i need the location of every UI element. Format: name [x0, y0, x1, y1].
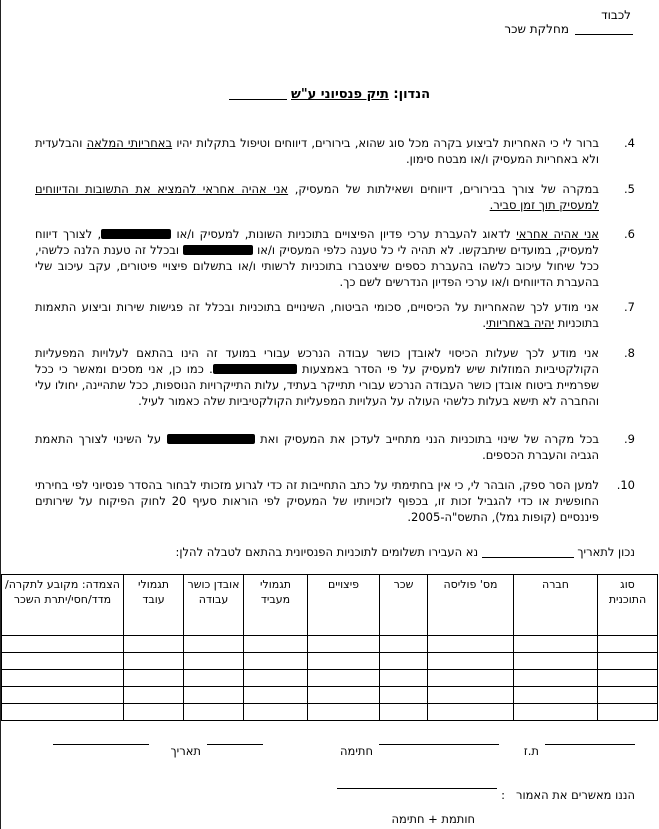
table-row: [2, 687, 658, 704]
column-header: הצמדה: מקובע לתקרה/ מדד/חסי/יתרת השכר: [2, 575, 124, 636]
employer-signature-field[interactable]: [337, 788, 497, 789]
clause-text-underlined: אני אהיה אחראי: [516, 227, 599, 241]
clause-text: . כמו כן, אני מסכים ומאשר כי ככל שפרמיית ביטוח אובדן כושר העבודה הנרכש עבורי תתייקר בעתיד, עלות התייקרויות הנוספות, ככל שתהיינה, יחולו עלי והחברה לא תישא בעלות כלשהי העולה על העלויות המפעליות הקולקטיביות שלה כאמור לעיל.: [35, 362, 599, 408]
table-intro-text: נא העבירו תשלומים לתוכניות הפנסיונית בהתאם לטבלה להלן:: [175, 545, 479, 559]
signature-line: [35, 744, 635, 764]
clause-4: [35, 135, 635, 167]
table-cell[interactable]: [184, 636, 244, 653]
redaction-bar: [167, 434, 255, 444]
table-cell[interactable]: [514, 704, 598, 721]
table-cell[interactable]: [244, 653, 308, 670]
table-cell[interactable]: [184, 687, 244, 704]
clause-text: ברור לי כי האחריות לביצוע בקרה מכל סוג שהוא, בירורים, דיווחים וטיפול בתקלות יהיו: [172, 136, 600, 150]
clause-number: 5.: [624, 182, 635, 196]
table-cell[interactable]: [244, 636, 308, 653]
date-label: תאריך: [170, 744, 201, 758]
table-row: [2, 704, 658, 721]
table-cell[interactable]: [428, 704, 514, 721]
table-cell[interactable]: [124, 670, 184, 687]
table-cell[interactable]: [2, 636, 124, 653]
table-cell[interactable]: [514, 687, 598, 704]
as-of-date-field[interactable]: [482, 557, 574, 558]
name-field[interactable]: [53, 744, 149, 745]
clause-text-underlined: באחריותי המלאה: [86, 136, 173, 150]
table-cell[interactable]: [244, 704, 308, 721]
id-label: ת.ז: [523, 744, 539, 758]
table-cell[interactable]: [380, 636, 428, 653]
date-field[interactable]: [207, 744, 263, 745]
table-cell[interactable]: [124, 704, 184, 721]
table-cell[interactable]: [124, 636, 184, 653]
table-cell[interactable]: [2, 704, 124, 721]
signature-field[interactable]: [379, 744, 499, 745]
column-header: סוג התוכנית: [598, 575, 658, 636]
table-cell[interactable]: [124, 687, 184, 704]
clause-5: [35, 181, 635, 213]
table-cell[interactable]: [308, 670, 380, 687]
employer-confirmation-line: הננו מאשרים את האמור :: [35, 788, 635, 808]
department-line: [504, 22, 633, 36]
table-row: [2, 636, 658, 653]
clause-text: .: [482, 316, 487, 330]
stamp-label: חותמת + חתימה: [391, 812, 475, 826]
clause-7: [35, 299, 635, 331]
table-cell[interactable]: [380, 653, 428, 670]
signature-label: חתימה: [340, 744, 373, 758]
table-cell[interactable]: [2, 687, 124, 704]
subject-label: הנדון:: [393, 87, 431, 102]
id-field[interactable]: [545, 744, 635, 745]
clause-number: 10.: [616, 478, 635, 492]
table-intro: [35, 544, 635, 560]
table-cell[interactable]: [380, 670, 428, 687]
clause-text-underlined: יהיה באחריותי: [486, 316, 555, 330]
column-header: תגמולי מעביד: [244, 575, 308, 636]
clause-text-underlined: להמציא את התשובות והדיווחים למעסיק תוך זמן סביר.: [35, 182, 599, 212]
confirmation-text: הננו מאשרים את האמור: [515, 788, 635, 802]
column-header: חברה: [514, 575, 598, 636]
table-cell[interactable]: [598, 687, 658, 704]
redaction-bar: [213, 364, 297, 374]
table-cell[interactable]: [308, 704, 380, 721]
department-label: מחלקת שכר: [504, 22, 569, 36]
clause-number: 7.: [624, 300, 635, 314]
subject-line: [0, 87, 659, 102]
column-header: אובדן כושר עבודה: [184, 575, 244, 636]
clause-text: בכל מקרה של שינוי בתוכניות הנני מתחייב לעדכן את המעסיק ואת: [254, 432, 599, 446]
clause-10: [35, 477, 635, 525]
table-cell[interactable]: [514, 653, 598, 670]
table-cell[interactable]: [380, 704, 428, 721]
name-blank-line: [575, 34, 633, 35]
table-cell[interactable]: [2, 653, 124, 670]
table-cell[interactable]: [124, 653, 184, 670]
subject-blank: [229, 99, 287, 100]
table-body: [2, 636, 658, 721]
clause-number: 6.: [624, 227, 635, 241]
clause-6: [35, 226, 635, 290]
clause-text: על השינוי לצורך התאמת הגביה והעברת הכספים.: [35, 432, 599, 462]
table-cell[interactable]: [428, 670, 514, 687]
table-cell[interactable]: [308, 653, 380, 670]
column-header: פיצויים: [308, 575, 380, 636]
table-cell[interactable]: [428, 653, 514, 670]
table-cell[interactable]: [514, 670, 598, 687]
table-cell[interactable]: [598, 636, 658, 653]
table-cell[interactable]: [514, 636, 598, 653]
redaction-bar: [183, 245, 253, 255]
table-cell[interactable]: [428, 636, 514, 653]
clause-text: אני מודע לכך שעלות הכיסוי לאובדן כושר עבודה הנרכש עבורי במועד זה הינו בהתאם לעלויות המפעליות הקולקטיביות המוזלות שיש למעסיק על פי הסדר באמצעות: [35, 346, 599, 376]
clause-text: למען הסר ספק, הובהר לי, כי אין בחתימתי על כתב התחייבות זה כדי לגרוע מזכותי לבחור בהסדר פנסיוני לפי בחירתי החופשית או כדי להגביל זכות זו, בכפוף לזכויותיו של המעסיק לפי הוראות סעיף 20 לחוק הפיקוח על שירותים פיננסיים (קופות גמל), התשס"ה-2005.: [35, 478, 599, 524]
clause-number: 9.: [624, 432, 635, 446]
clause-text: לדאוג להעברת ערכי פדיון הפיצויים בתוכניות השונות, למעסיק ו/או: [171, 227, 517, 241]
clause-8: [35, 345, 635, 409]
table-header-row: [2, 575, 658, 636]
table-cell[interactable]: [184, 670, 244, 687]
table-cell[interactable]: [308, 636, 380, 653]
table-cell[interactable]: [244, 687, 308, 704]
table-cell[interactable]: [598, 704, 658, 721]
table-cell[interactable]: [184, 653, 244, 670]
as-of-date-label: נכון לתאריך: [577, 545, 635, 559]
clause-text: במקרה של צורך בבירורים, דיווחים ושאילתות של המעסיק,: [288, 182, 599, 196]
column-header: תגמולי עובד: [124, 575, 184, 636]
table-cell[interactable]: [184, 704, 244, 721]
subject-title: תיק פנסיוני ע"ש: [290, 87, 389, 102]
clause-text: והבלעדית ולא באחריות המעסיק ו/או מבטח סימון.: [35, 136, 599, 166]
redaction-bar: [101, 229, 171, 239]
column-header: מס' פוליסה: [428, 575, 514, 636]
pension-plans-table: [1, 574, 658, 721]
table-cell[interactable]: [598, 670, 658, 687]
clause-text: אני מודע לכך שהאחריות על הכיסויים, סכומי הביטוח, השינויים בתוכניות ובכלל זה פגישות שירות וביצוע התאמות בתוכניות: [35, 300, 599, 330]
table-row: [2, 653, 658, 670]
clause-number: 4.: [624, 136, 635, 150]
table-cell[interactable]: [598, 653, 658, 670]
clause-text: ובכלל זה טענת הלנה כלשהי, ככל שיחול עיכוב כלשהו בהעברת כספים שיצטברו בתוכניות לרשותי ו/או בתשלום פיצויי פיטורים, עקב עיכוב שלי בהעברת הדיווחים ו/או ערכי הפדיון הנדרשים לשם כך.: [35, 243, 599, 289]
table-cell[interactable]: [2, 670, 124, 687]
clause-text-underlined: אני אהיה אחראי: [196, 182, 289, 196]
clause-9: [35, 431, 635, 463]
recipient-label: לכבוד: [601, 8, 631, 22]
table-cell[interactable]: [428, 687, 514, 704]
table-row: [2, 670, 658, 687]
table-cell[interactable]: [244, 670, 308, 687]
clause-text: , לצורך דיווח למעסיק, במועדים שיתבקשו. לא תהיה לי כל טענה כלפי המעסיק ו/או: [35, 227, 599, 257]
table-cell[interactable]: [308, 687, 380, 704]
clause-number: 8.: [624, 346, 635, 360]
column-header: שכר: [380, 575, 428, 636]
table-cell[interactable]: [380, 687, 428, 704]
